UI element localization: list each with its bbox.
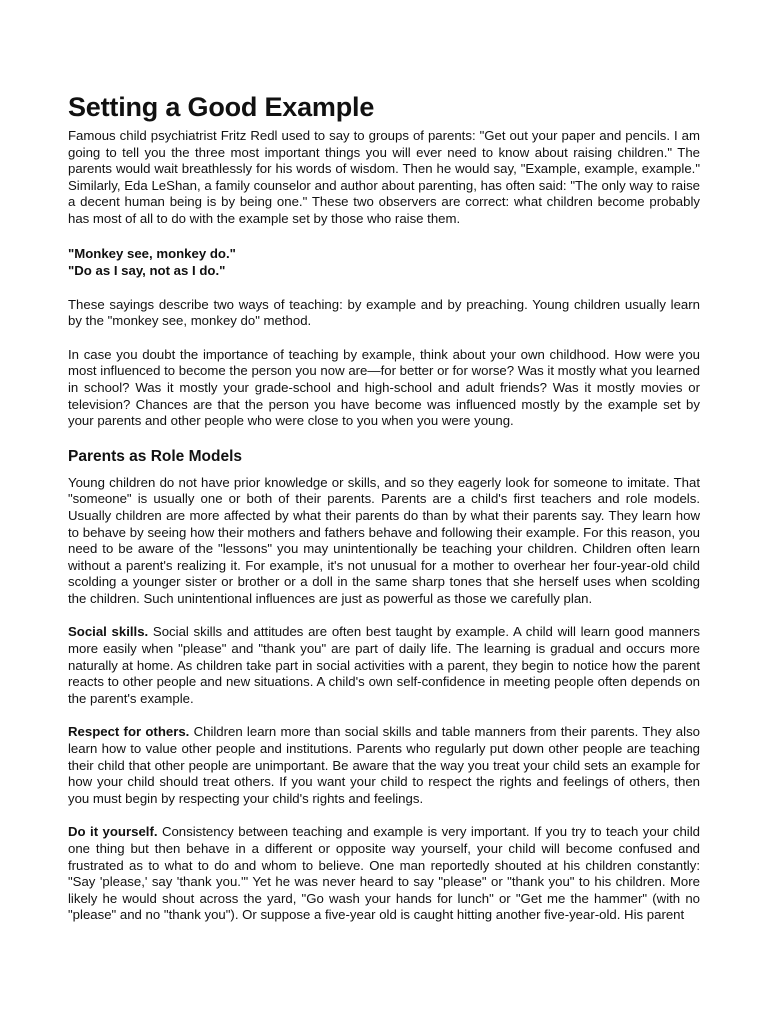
saying-do-as-i-say: "Do as I say, not as I do." [68,263,226,279]
section-heading: Parents as Role Models [68,447,243,465]
saying-monkey-see: "Monkey see, monkey do." [68,245,236,261]
social-skills-paragraph [68,624,700,707]
do-it-yourself-lead: Do it yourself. [68,824,158,840]
social-skills-text: Social skills and attitudes are often best taught by example. A child will learn good manners more easily when "please" and "thank you" are part of daily life. The learning is gradual and occurs more naturally at home. As children take part in social activities with a parent, they begin to notice how the parent reacts to other people and new situations. A child's own self-confidence in meeting people often depends on the parent's example. [68,624,700,706]
sayings-block [68,245,700,280]
social-skills-lead: Social skills. [68,624,149,640]
respect-paragraph [68,724,700,807]
respect-lead: Respect for others. [68,724,190,740]
respect-text: Children learn more than social skills and table manners from their parents. They also learn how to value other people and institutions. Parents who regularly put down other people are teaching their child that other people are unimportant. Be aware that the way you treat your child sets an example for how your child should treat others. If you want your child to respect the rights and feelings of others, then you must begin by respecting your child's rights and feelings. [68,724,700,806]
do-it-yourself-text: Consistency between teaching and example is very important. If you try to teach your child one thing but then behave in a different or opposite way yourself, your child will become confused and frustrated as to what to do and whom to believe. One man reportedly shouted at his children constantly: "Say 'please,' say 'thank you.'" Yet he was never heard to say "please" or "thank you" to his children. More likely he would shout across the yard, "Go wash your hands for lunch" or "Get me the hammer" (with no "please" and no "thank you"). Or suppose a five-year old is caught hitting another five-year-old. His parent [68,824,700,923]
sayings-paragraph: These sayings describe two ways of teaching: by example and by preaching. Young children usually learn by the "monkey see, monkey do" method. [68,296,700,329]
page-title: Setting a Good Example [68,92,375,122]
document-page [68,90,700,924]
intro-paragraph: Famous child psychiatrist Fritz Redl used to say to groups of parents: "Get out your paper and pencils. I am going to tell you the three most important things you will ever need to know about raising children." The parents would wait breathlessly for his words of wisdom. Then he would say, "Example, example, example." Similarly, Eda LeShan, a family counselor and author about parenting, has often said: "The only way to raise a decent human being is by being one." These two observers are correct: what children become probably has most of all to do with the example set by those who raise them. [68,128,700,226]
childhood-paragraph: In case you doubt the importance of teaching by example, think about your own childhood. How were you most influenced to become the person you now are—for better or for worse? Was it mostly what you learned in school? Was it mostly your grade-school and high-school and adult friends? Was it mostly movies or television? Chances are that the person you have become was influenced mostly by the example set by your parents and other people who were close to you when you were young. [68,346,700,429]
role-models-paragraph: Young children do not have prior knowledge or skills, and so they eagerly look for someone to imitate. That "someone" is usually one or both of their parents. Parents are a child's first teachers and role models. Usually children are more affected by what their parents do than by what their parents say. They learn how to behave by seeing how their mothers and fathers behave and following their example. For this reason, you need to be aware of the "lessons" you may unintentionally be teaching your children. Children often learn without a parent's realizing it. For example, it's not unusual for a mother to overhear her four-year-old child scolding a younger sister or brother or a doll in the same sharp tones that she herself uses when scolding the children. Such unintentional influences are just as powerful as those we carefully plan. [68,474,700,606]
do-it-yourself-paragraph [68,824,700,924]
